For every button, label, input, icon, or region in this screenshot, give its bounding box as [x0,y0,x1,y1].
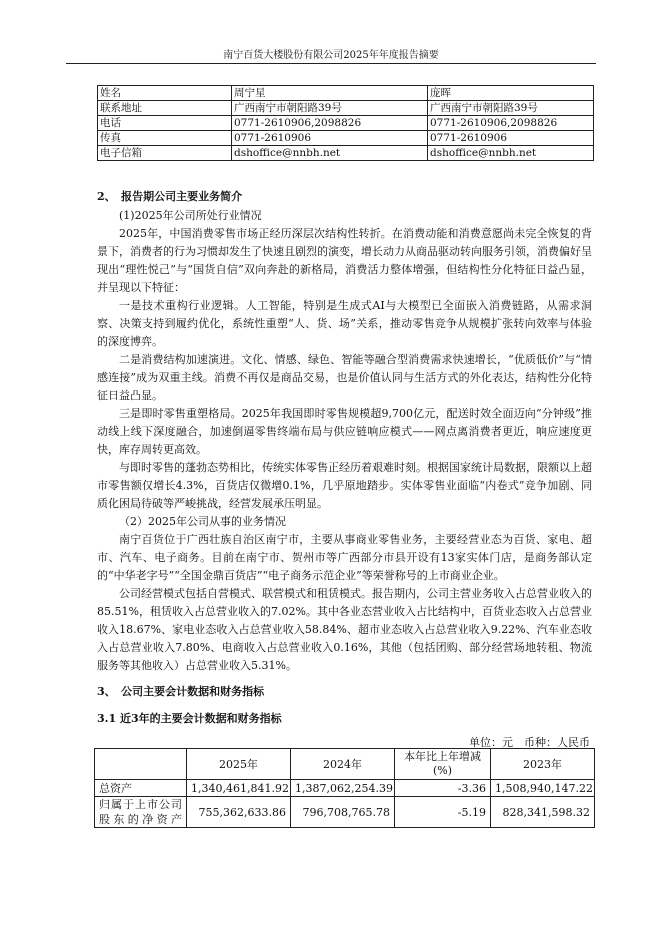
table-cell: -5.19 [395,797,491,828]
table-row [95,780,595,797]
table-cell: 总资产 [95,780,187,797]
table-cell: 755,362,633.86 [187,797,291,828]
table-header-cell: 2024年 [291,749,395,780]
table-cell: 电话 [98,116,232,131]
paragraph: 与即时零售的蓬勃态势相比，传统实体零售正经历着艰难时刻。根据国家统计局数据，限额以上超市零售额仅增长4.3%，百货店仅微增0.1%，几乎原地踏步。实体零售业面临“内卷式”竞争加剧、同质化困局待破等严峻挑战，经营发展承压明显。 [97,461,592,510]
table-cell: 庞晖 [428,86,594,101]
table-header-row [95,749,595,780]
table-header-cell: 本年比上年增减(%) [395,749,491,780]
table-cell: 周宁星 [232,86,428,101]
table-cell: dshoffice@nnbh.net [428,146,594,161]
table-row [98,86,594,101]
table-cell: 0771-2610906 [428,131,594,146]
table-cell: 1,340,461,841.92 [187,780,291,797]
table-cell: 姓名 [98,86,232,101]
paragraph: 三是即时零售重塑格局。2025年我国即时零售规模超9,700亿元，配送时效全面迈向“分钟级”推动线上线下深度融合，加速倒逼零售终端布局与供应链响应模式——网点离消费者更近，响应速度更快，库存周转更高效。 [97,407,592,456]
paragraph: (1)2025年公司所处行业情况 [119,209,262,222]
table-cell: 1,387,062,254.39 [291,780,395,797]
unit-label: 单位：元 币种：人民币 [469,736,590,749]
contact-table [97,85,594,161]
table-cell: 电子信箱 [98,146,232,161]
table-cell: 828,341,598.32 [491,797,595,828]
table-cell: 0771-2610906,2098826 [232,116,428,131]
table-row [98,131,594,146]
header-divider [66,63,596,64]
financial-table [94,748,595,828]
section-2-body [97,207,592,675]
table-cell: -3.36 [395,780,491,797]
table-cell: 0771-2610906,2098826 [428,116,594,131]
table-cell: 联系地址 [98,101,232,116]
table-cell: 广西南宁市朝阳路39号 [232,101,428,116]
table-header-cell [95,749,187,780]
paragraph: 2025年，中国消费零售市场正经历深层次结构性转折。在消费动能和消费意愿尚未完全恢复的背景下，消费者的行为习惯却发生了快速且剧烈的演变，增长动力从商品驱动转向服务引领，消费偏好呈现出“理性悦己”与“国货自信”双向奔赴的新格局，消费活力整体增强，但结构性分化特征日益凸显，并呈现以下特征： [97,227,592,294]
page-header: 南宁百货大楼股份有限公司2025年年度报告摘要 [223,50,439,61]
table-cell: 归属于上市公司股东的净资产 [95,797,187,828]
table-row [95,797,595,828]
section-2-heading: 2、 报告期公司主要业务简介 [97,190,243,203]
paragraph: 一是技术重构行业逻辑。人工智能，特别是生成式AI与大模型已全面嵌入消费链路，从需求洞察、决策支持到履约优化，系统性重塑“人、货、场”关系，推动零售竞争从规模扩张转向效率与体验的深度博弈。 [97,299,592,348]
table-cell: 传真 [98,131,232,146]
table-row [98,146,594,161]
table-header-cell: 2025年 [187,749,291,780]
paragraph: 南宁百货位于广西壮族自治区南宁市，主要从事商业零售业务，主要经营业态为百货、家电、超市、汽车、电子商务。目前在南宁市、贺州市等广西部分市县开设有13家实体门店，是商务部认定的“中华老字号”“全国金鼎百货店”“电子商务示范企业”等荣誉称号的上市商业企业。 [97,533,592,582]
table-cell: dshoffice@nnbh.net [232,146,428,161]
section-3-heading: 3、 公司主要会计数据和财务指标 [97,685,265,698]
table-row [98,101,594,116]
paragraph: 公司经营模式包括自营模式、联营模式和租赁模式。报告期内，公司主营业务收入占总营业收入的85.51%，租赁收入占总营业收入的7.02%。其中各业态营业收入占比结构中，百货业态收入占总营业收入18.67%、家电业态收入占总营业收入58.84%、超市业态收入占总营业收入9.22%、汽车业态收入占总营业收入7.80%、电商收入占总营业收入0.16%，其他（包括团购、部分经营场地转租、物流服务等其他收入）占总营业收入5.31%。 [97,587,592,672]
table-cell: 1,508,940,147.22 [491,780,595,797]
paragraph: 二是消费结构加速演进。文化、情感、绿色、智能等融合型消费需求快速增长，“优质低价”与“情感连接”成为双重主线。消费不再仅是商品交易，也是价值认同与生活方式的外化表达，结构性分化特征日益凸显。 [97,353,592,402]
table-header-cell: 2023年 [491,749,595,780]
table-cell: 796,708,765.78 [291,797,395,828]
table-row [98,116,594,131]
section-3-1-heading: 3.1 近3年的主要会计数据和财务指标 [97,712,282,725]
table-cell: 0771-2610906 [232,131,428,146]
table-cell: 广西南宁市朝阳路39号 [428,101,594,116]
paragraph: （2）2025年公司从事的业务情况 [119,515,286,528]
